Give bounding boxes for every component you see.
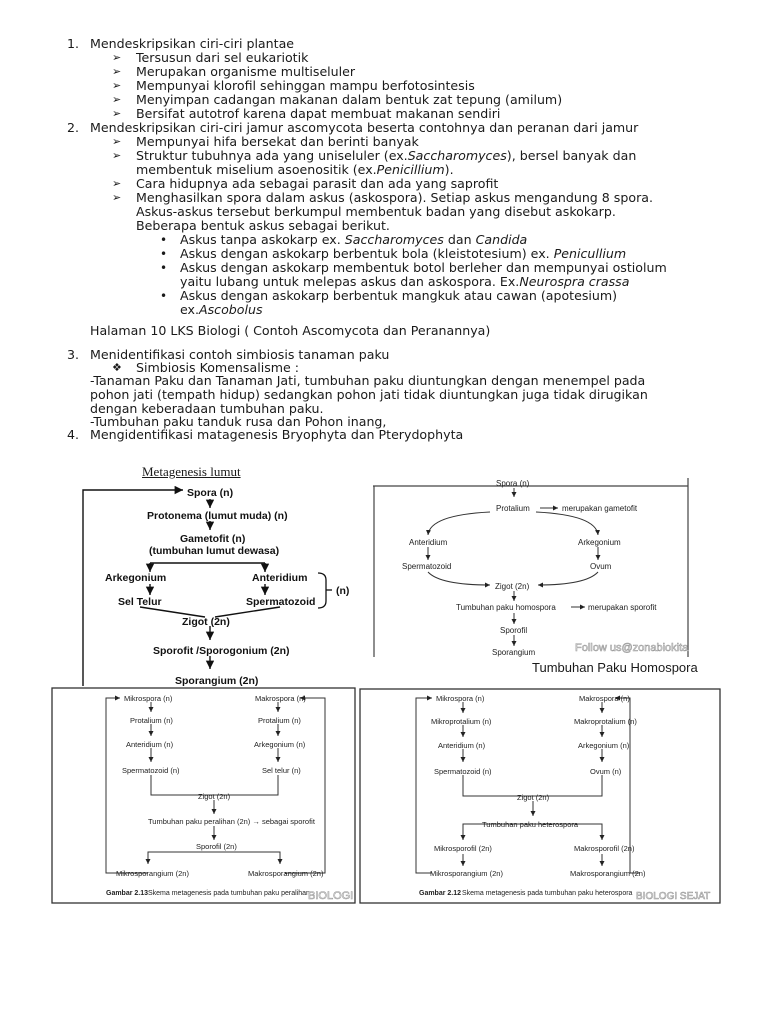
arrow-bullet-icon: ➢ <box>112 65 122 78</box>
lumut-node: Anteridium <box>252 572 308 584</box>
section1-item: Mempunyai klorofil sehinggan mampu berfotosintesis <box>136 78 475 93</box>
homospora-watermark: Follow us@zonabiokita <box>575 642 689 654</box>
lumut-node: Zigot (2n) <box>182 616 230 628</box>
lumut-node: Arkegonium <box>105 572 167 584</box>
arrow-bullet-icon: ➢ <box>112 177 122 190</box>
arrow-bullet-icon: ➢ <box>112 107 122 120</box>
homospora-node: Anteridium <box>409 538 448 547</box>
section2-item: Struktur tubuhnya ada yang uniseluler (ex.Saccharomyces), bersel banyak dan <box>136 148 637 163</box>
lumut-node: Sel Telur <box>118 596 162 608</box>
peralihan-caption: Skema metagenesis pada tumbuhan paku peralihan <box>148 890 310 897</box>
arrow-bullet-icon: ➢ <box>112 149 122 162</box>
homospora-node: merupakan gametofit <box>562 504 638 513</box>
heterospora-node: Spermatozoid (n) <box>434 767 492 776</box>
section2-item-cont: membentuk miselium asoenositik (ex.Penicillium). <box>136 162 454 177</box>
round-bullet-icon: • <box>160 261 168 275</box>
peralihan-caption-label: Gambar 2.13 <box>106 890 149 897</box>
homospora-node: Zigot (2n) <box>495 582 530 591</box>
homospora-node: Spermatozoid <box>402 562 452 571</box>
homospora-node: Sporangium <box>492 648 536 657</box>
section2-item-cont: Beberapa bentuk askus sebagai berikut. <box>136 218 390 233</box>
lumut-diagram-title: Metagenesis lumut <box>142 464 241 479</box>
section4-title: Mengidentifikasi matagenesis Bryophyta dan Pterydophyta <box>90 427 464 442</box>
arrow-bullet-icon: ➢ <box>112 135 122 148</box>
lumut-node: Sporangium (2n) <box>175 675 259 687</box>
peralihan-node: Sporofil (2n) <box>196 842 237 851</box>
homospora-node: Tumbuhan paku homospora <box>456 603 556 612</box>
section2-item: Menghasilkan spora dalam askus (askospora). Setiap askus mengandung 8 spora. <box>136 190 653 205</box>
peralihan-node: Tumbuhan paku peralihan (2n) → sebagai sporofit <box>148 817 315 826</box>
peralihan-node: Anteridium (n) <box>126 740 174 749</box>
peralihan-watermark: BIOLOGI <box>308 890 354 902</box>
section3-title: Menidentifikasi contoh simbiosis tanaman paku <box>90 347 390 362</box>
round-bullet-icon: • <box>160 247 168 261</box>
section1-item: Tersusun dari sel eukariotik <box>136 50 309 65</box>
heterospora-node: Mikroprotalium (n) <box>431 717 492 726</box>
peralihan-node: Protalium (n) <box>258 716 301 725</box>
heterospora-watermark: BIOLOGI SEJAT <box>636 891 711 902</box>
section1-item: Menyimpan cadangan makanan dalam bentuk zat tepung (amilum) <box>136 92 563 107</box>
section2-item-cont: Askus-askus tersebut berkumpul membentuk badan yang disebut askokarp. <box>136 204 616 219</box>
section3-line: dengan keberadaan tumbuhan paku. <box>90 401 324 416</box>
heterospora-node: Zigot (2n) <box>517 793 550 802</box>
lumut-node: (n) <box>336 585 350 597</box>
lumut-node: (tumbuhan lumut dewasa) <box>149 545 280 557</box>
heterospora-node: Anteridium (n) <box>438 741 486 750</box>
heterospora-node: Makrosporangium (2n) <box>570 869 646 878</box>
peralihan-node: Zigot (2n) <box>198 792 231 801</box>
heterospora-node: Makrospora (n) <box>579 694 630 703</box>
section3-line: -Tumbuhan paku tanduk rusa dan Pohon inang, <box>90 414 387 429</box>
arrow-bullet-icon: ➢ <box>112 93 122 106</box>
askus-type: Askus dengan askokarp berbentuk mangkuk atau cawan (apotesium) <box>180 288 618 303</box>
homospora-node: Arkegonium <box>578 538 621 547</box>
round-bullet-icon: • <box>160 289 168 303</box>
homospora-node: Ovum <box>590 562 612 571</box>
section1-number: 1. <box>67 36 80 51</box>
lumut-node: Sporofit /Sporogonium (2n) <box>153 645 290 657</box>
section2-item: Cara hidupnya ada sebagai parasit dan ada yang saprofit <box>136 176 499 191</box>
homospora-node: Protalium <box>496 504 530 513</box>
arrow-bullet-icon: ➢ <box>112 79 122 92</box>
section3-line: pohon jati (tempath hidup) sedangkan pohon jati tidak diuntungkan juga tidak dirugikan <box>90 387 648 402</box>
section2-number: 2. <box>67 120 80 135</box>
heterospora-caption-label: Gambar 2.12 <box>419 890 462 897</box>
peralihan-node: Spermatozoid (n) <box>122 766 180 775</box>
homospora-node: merupakan sporofit <box>588 603 657 612</box>
peralihan-node: Makrospora (n) <box>255 694 306 703</box>
section3-sub: Simbiosis Komensalisme : <box>136 360 300 375</box>
section4-number: 4. <box>67 427 80 442</box>
section1-item: Merupakan organisme multiseluler <box>136 64 356 79</box>
section3-number: 3. <box>67 347 80 362</box>
homospora-node: Sporofil <box>500 626 528 635</box>
diamond-bullet-icon: ❖ <box>112 361 122 374</box>
homospora-node: Spora (n) <box>496 479 530 488</box>
heterospora-node: Tumbuhan paku heterospora <box>482 820 579 829</box>
peralihan-node: Arkegonium (n) <box>254 740 306 749</box>
heterospora-node: Makroprotalium (n) <box>574 717 637 726</box>
heterospora-node: Makrosporofil (2n) <box>574 844 635 853</box>
section2-item: Mempunyai hifa bersekat dan berinti banyak <box>136 134 419 149</box>
arrow-bullet-icon: ➢ <box>112 191 122 204</box>
section1-item: Bersifat autotrof karena dapat membuat makanan sendiri <box>136 106 501 121</box>
heterospora-node: Mikrosporofil (2n) <box>434 844 492 853</box>
askus-type: Askus tanpa askokarp ex. Saccharomyces dan Candida <box>180 232 528 247</box>
lumut-node: Spora (n) <box>187 487 234 499</box>
arrow-bullet-icon: ➢ <box>112 51 122 64</box>
lumut-node: Spermatozoid <box>246 596 316 608</box>
round-bullet-icon: • <box>160 233 168 247</box>
homospora-caption: Tumbuhan Paku Homospora <box>532 660 698 675</box>
section2-title: Mendeskripsikan ciri-ciri jamur ascomycota beserta contohnya dan peranan dari jamur <box>90 120 639 135</box>
heterospora-caption: Skema metagenesis pada tumbuhan paku heterospora <box>462 890 633 897</box>
heterospora-node: Arkegonium (n) <box>578 741 630 750</box>
section1-title: Mendeskripsikan ciri-ciri plantae <box>90 36 295 51</box>
askus-type: Askus dengan askokarp berbentuk bola (kleistotesium) ex. Penicullium <box>180 246 627 261</box>
heterospora-node: Ovum (n) <box>590 767 622 776</box>
lumut-node: Gametofit (n) <box>180 533 246 545</box>
askus-type: Askus dengan askokarp membentuk botol berleher dan mempunyai ostiolum <box>180 260 667 275</box>
section3-line: -Tanaman Paku dan Tanaman Jati, tumbuhan paku diuntungkan dengan menempel pada <box>90 373 646 388</box>
peralihan-node: Mikrosporangium (2n) <box>116 869 189 878</box>
askus-type-cont: yaitu lubang untuk melepas askus dan askospora. Ex.Neurospra crassa <box>180 274 630 289</box>
askus-type-cont: ex.Ascobolus <box>180 302 263 317</box>
lumut-node: Protonema (lumut muda) (n) <box>147 510 288 522</box>
peralihan-node: Makrosporangium (2n) <box>248 869 324 878</box>
heterospora-node: Mikrosporangium (2n) <box>430 869 503 878</box>
peralihan-node: Sel telur (n) <box>262 766 301 775</box>
peralihan-node: Mikrospora (n) <box>124 694 173 703</box>
heterospora-node: Mikrospora (n) <box>436 694 485 703</box>
peralihan-node: Protalium (n) <box>130 716 173 725</box>
section2-note: Halaman 10 LKS Biologi ( Contoh Ascomycota dan Peranannya) <box>90 323 491 338</box>
